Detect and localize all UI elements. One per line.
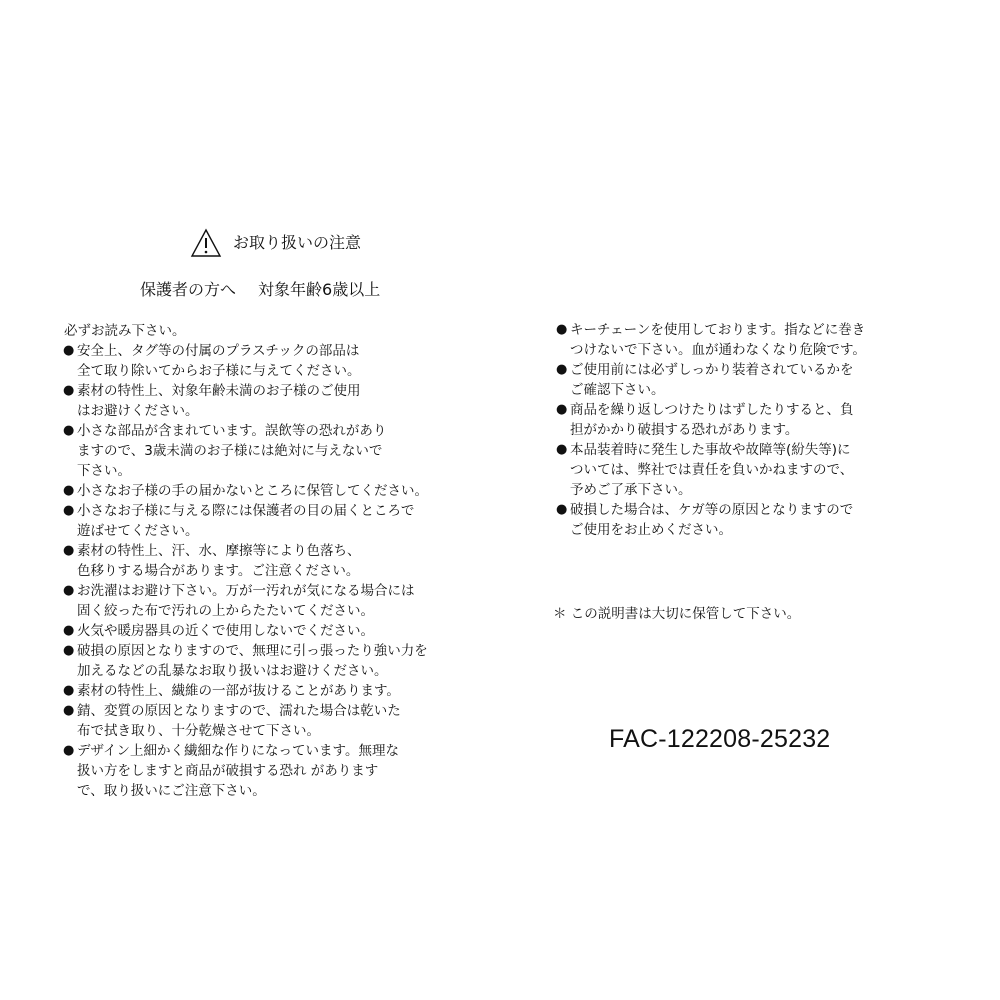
- list-item-line: 予めご了承下さい。: [570, 482, 692, 498]
- list-item: [63, 341, 473, 381]
- storage-note: ＊ この説明書は大切に保管して下さい。: [553, 606, 801, 622]
- list-item-text: [570, 400, 854, 440]
- list-item: [556, 440, 936, 500]
- list-item: [63, 481, 473, 501]
- bullet-icon: ●: [556, 322, 568, 337]
- list-item-text: [77, 541, 361, 581]
- list-item-text: [570, 440, 853, 500]
- list-item-line: 素材の特性上、繊維の一部が抜けることがあります。: [77, 683, 400, 699]
- list-item-text: [77, 681, 400, 701]
- list-item-text: [77, 701, 401, 741]
- right-column: [556, 320, 936, 540]
- list-item-line: 遊ばせてください。: [77, 523, 199, 539]
- list-item-line: つけないで下さい。血が通わなくなり危険です。: [570, 342, 866, 358]
- list-item-text: [77, 341, 361, 381]
- title-row: [190, 226, 361, 260]
- list-item: [63, 421, 473, 481]
- product-code: FAC-122208-25232: [609, 725, 831, 753]
- list-item-text: [77, 621, 374, 641]
- bullet-icon: ●: [63, 543, 75, 558]
- list-item: [556, 400, 936, 440]
- list-item-line: 加えるなどの乱暴なお取り扱いはお避けください。: [77, 663, 388, 679]
- list-item-line: キーチェーンを使用しております。指などに巻き: [570, 322, 866, 338]
- bullet-icon: ●: [63, 623, 75, 638]
- list-item-line: ご使用前には必ずしっかり装着されているかを: [570, 362, 854, 378]
- list-item-text: [570, 500, 853, 540]
- list-item: [556, 500, 936, 540]
- list-item-line: 下さい。: [77, 463, 131, 479]
- list-item-line: 小さな部品が含まれています。誤飲等の恐れがあり: [77, 423, 387, 439]
- bullet-icon: ●: [556, 442, 568, 457]
- list-item-line: 安全上、タグ等の付属のプラスチックの部品は: [77, 343, 360, 359]
- list-item-line: ついては、弊社では責任を負いかねますので、: [570, 462, 854, 478]
- bullet-icon: ●: [556, 362, 568, 377]
- list-item-line: 固く絞った布で汚れの上からたたいてください。: [77, 603, 374, 619]
- intro-text: 必ずお読み下さい。: [64, 323, 186, 339]
- list-item-line: ますので、3歳未満のお子様には絶対に与えないで: [77, 443, 383, 459]
- list-item-line: で、取り扱いにご注意下さい。: [77, 783, 266, 799]
- list-item-text: [77, 421, 386, 481]
- list-item-line: 錆、変質の原因となりますので、濡れた場合は乾いた: [77, 703, 401, 719]
- list-item-line: 素材の特性上、汗、水、摩擦等により色落ち、: [77, 543, 361, 559]
- list-item-line: ご確認下さい。: [570, 382, 665, 398]
- list-item-line: 火気や暖房器具の近くで使用しないでください。: [77, 623, 374, 639]
- list-item-line: 色移りする場合があります。ご注意ください。: [77, 563, 360, 579]
- list-item-line: 小さなお子様に与える際には保護者の目の届くところで: [77, 503, 415, 519]
- page-title: お取り扱いの注意: [233, 233, 362, 252]
- list-item-line: 担がかかり破損する恐れがあります。: [570, 422, 799, 438]
- list-item-text: [570, 360, 854, 400]
- list-item: [556, 360, 936, 400]
- warning-triangle-icon: [190, 228, 222, 258]
- list-item: [556, 320, 936, 360]
- bullet-icon: ●: [63, 343, 75, 358]
- bullet-icon: ●: [63, 583, 75, 598]
- list-item-line: ご使用をお止めください。: [570, 522, 732, 538]
- bullet-icon: ●: [63, 483, 75, 498]
- list-item-line: 小さなお子様の手の届かないところに保管してください。: [77, 483, 428, 499]
- list-item-text: [77, 741, 399, 801]
- list-item-line: 商品を繰り返しつけたりはずしたりすると、負: [570, 402, 854, 418]
- bullet-icon: ●: [63, 423, 75, 438]
- age-label: 対象年齢6歳以上: [258, 280, 381, 299]
- list-item: [63, 381, 473, 421]
- list-item-line: 本品装着時に発生した事故や故障等(紛失等)に: [570, 442, 851, 458]
- right-bullet-list: [556, 320, 936, 540]
- list-item: [63, 681, 473, 701]
- bullet-icon: ●: [63, 683, 75, 698]
- list-item: [63, 541, 473, 581]
- list-item-line: はお避けください。: [77, 403, 199, 419]
- subtitle: [140, 280, 380, 300]
- left-bullet-list: [63, 341, 473, 801]
- left-column: [63, 321, 473, 801]
- list-item: [63, 701, 473, 741]
- list-item-text: [77, 501, 414, 541]
- list-item-text: [77, 641, 428, 681]
- bullet-icon: ●: [63, 743, 75, 758]
- list-item: [63, 621, 473, 641]
- list-item-text: [77, 581, 415, 621]
- audience-label: 保護者の方へ: [140, 280, 237, 299]
- list-item-line: 布で拭き取り、十分乾燥させて下さい。: [77, 723, 320, 739]
- bullet-icon: ●: [63, 703, 75, 718]
- list-item: [63, 741, 473, 801]
- list-item-text: [570, 320, 866, 360]
- list-item-text: [77, 381, 361, 421]
- list-item-line: 全て取り除いてからお子様に与えてください。: [77, 363, 361, 379]
- list-item-line: 破損の原因となりますので、無理に引っ張ったり強い力を: [77, 643, 428, 659]
- list-item: [63, 641, 473, 681]
- bullet-icon: ●: [63, 643, 75, 658]
- bullet-icon: ●: [63, 383, 75, 398]
- list-item-line: デザイン上細かく繊細な作りになっています。無理な: [77, 743, 399, 759]
- list-item-line: 扱い方をしますと商品が破損する恐れ があります: [77, 763, 379, 779]
- list-item: [63, 501, 473, 541]
- list-item: [63, 581, 473, 621]
- list-item-line: 破損した場合は、ケガ等の原因となりますので: [570, 502, 854, 518]
- bullet-icon: ●: [556, 502, 568, 517]
- bullet-icon: ●: [63, 503, 75, 518]
- bullet-icon: ●: [556, 402, 568, 417]
- list-item-line: お洗濯はお避け下さい。万が一汚れが気になる場合には: [77, 583, 415, 599]
- list-item-line: 素材の特性上、対象年齢未満のお子様のご使用: [77, 383, 361, 399]
- list-item-text: [77, 481, 428, 501]
